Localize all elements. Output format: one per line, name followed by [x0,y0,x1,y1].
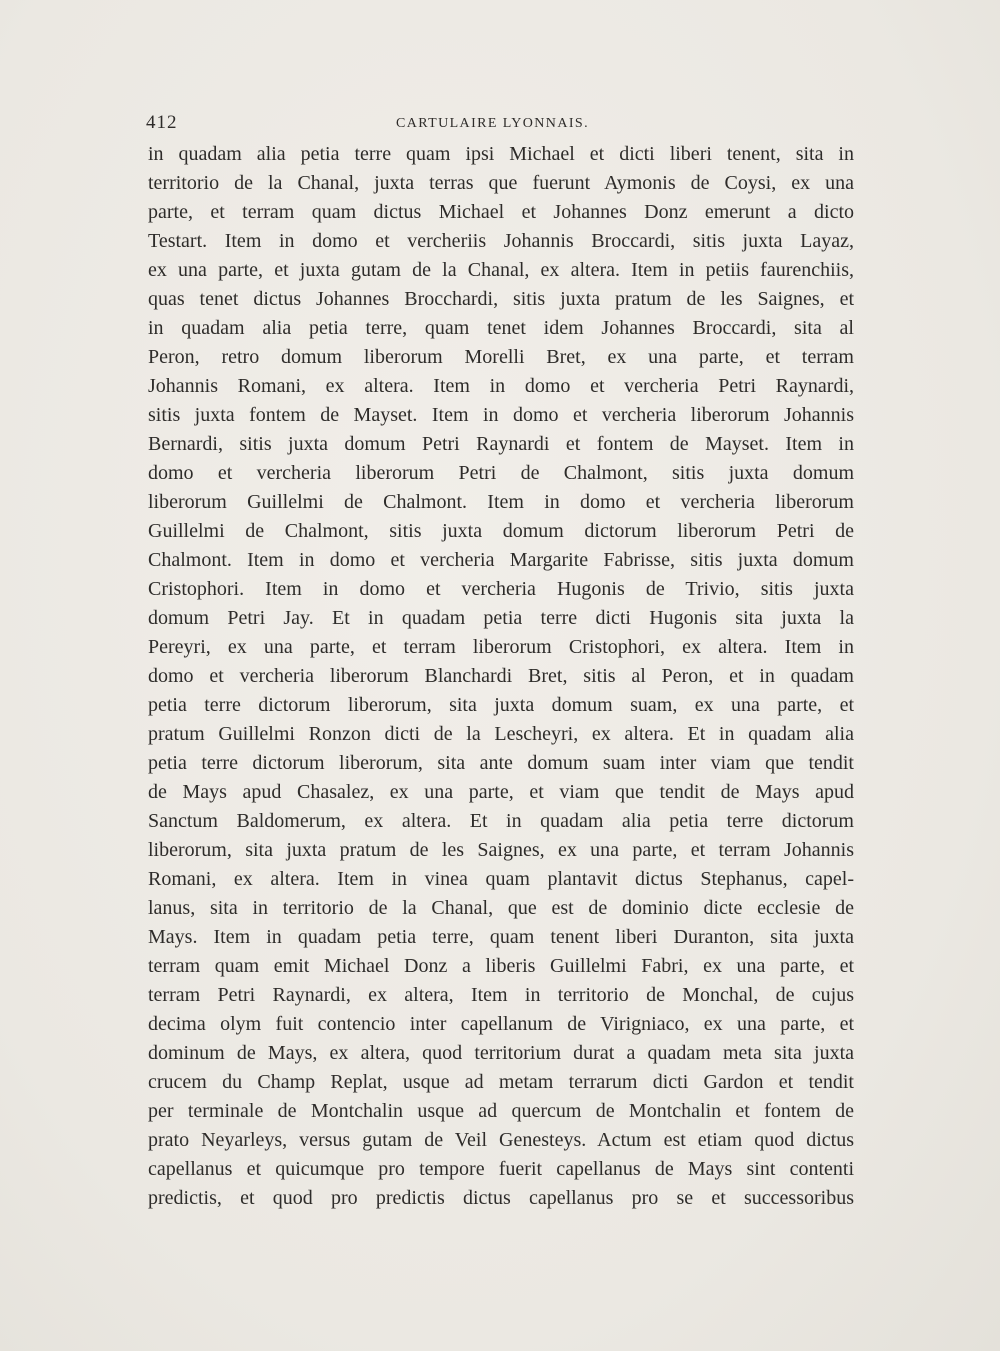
text-line: Romani, ex altera. Item in vinea quam plantavit dictus Stephanus, capel- [148,868,854,890]
text-line: terram Petri Raynardi, ex altera, Item in territorio de Monchal, de cujus [148,984,854,1006]
text-line: Peron, retro domum liberorum Morelli Bret, ex una parte, et terram [148,346,854,368]
text-line: Testart. Item in domo et vercheriis Johannis Broccardi, sitis juxta Layaz, [148,230,854,252]
page-header [146,112,854,138]
running-title: CARTULAIRE LYONNAIS. [396,116,589,131]
text-line: prato Neyarleys, versus gutam de Veil Genesteys. Actum est etiam quod dictus [148,1129,854,1151]
text-line: sitis juxta fontem de Mayset. Item in domo et vercheria liberorum Johannis [148,404,854,426]
text-line: territorio de la Chanal, juxta terras que fuerunt Aymonis de Coysi, ex una [148,172,854,194]
text-line: pratum Guillelmi Ronzon dicti de la Lescheyri, ex altera. Et in quadam alia [148,723,854,745]
text-line: de Mays apud Chasalez, ex una parte, et viam que tendit de Mays apud [148,781,854,803]
text-line: per terminale de Montchalin usque ad quercum de Montchalin et fontem de [148,1100,854,1122]
text-line: dominum de Mays, ex altera, quod territorium durat a quadam meta sita juxta [148,1042,854,1064]
text-line: Chalmont. Item in domo et vercheria Margarite Fabrisse, sitis juxta domum [148,549,854,571]
text-line: in quadam alia petia terre quam ipsi Michael et dicti liberi tenent, sita in [148,143,854,165]
text-line: liberorum, sita juxta pratum de les Saignes, ex una parte, et terram Johannis [148,839,854,861]
text-line: Pereyri, ex una parte, et terram liberorum Cristophori, ex altera. Item in [148,636,854,658]
text-line: capellanus et quicumque pro tempore fuerit capellanus de Mays sint contenti [148,1158,854,1180]
text-line: Johannis Romani, ex altera. Item in domo et vercheria Petri Raynardi, [148,375,854,397]
text-line: in quadam alia petia terre, quam tenet idem Johannes Broccardi, sita al [148,317,854,339]
text-line: domum Petri Jay. Et in quadam petia terre dicti Hugonis sita juxta la [148,607,854,629]
text-line: decima olym fuit contencio inter capellanum de Virigniaco, ex una parte, et [148,1013,854,1035]
text-line: Cristophori. Item in domo et vercheria Hugonis de Trivio, sitis juxta [148,578,854,600]
text-line: Sanctum Baldomerum, ex altera. Et in quadam alia petia terre dictorum [148,810,854,832]
body-text [148,140,854,1213]
text-line: petia terre dictorum liberorum, sita ante domum suam inter viam que tendit [148,752,854,774]
page-number: 412 [146,112,178,133]
text-line: domo et vercheria liberorum Petri de Chalmont, sitis juxta domum [148,462,854,484]
text-line: Mays. Item in quadam petia terre, quam tenent liberi Duranton, sita juxta [148,926,854,948]
text-line: predictis, et quod pro predictis dictus capellanus pro se et successoribus [148,1187,854,1209]
text-line: lanus, sita in territorio de la Chanal, que est de dominio dicte ecclesie de [148,897,854,919]
text-line: crucem du Champ Replat, usque ad metam terrarum dicti Gardon et tendit [148,1071,854,1093]
text-line: ex una parte, et juxta gutam de la Chanal, ex altera. Item in petiis faurenchiis, [148,259,854,281]
text-line: terram quam emit Michael Donz a liberis Guillelmi Fabri, ex una parte, et [148,955,854,977]
text-line: liberorum Guillelmi de Chalmont. Item in domo et vercheria liberorum [148,491,854,513]
text-line: quas tenet dictus Johannes Brocchardi, sitis juxta pratum de les Saignes, et [148,288,854,310]
text-line: domo et vercheria liberorum Blanchardi Bret, sitis al Peron, et in quadam [148,665,854,687]
text-line: parte, et terram quam dictus Michael et Johannes Donz emerunt a dicto [148,201,854,223]
text-line: Guillelmi de Chalmont, sitis juxta domum dictorum liberorum Petri de [148,520,854,542]
text-line: petia terre dictorum liberorum, sita juxta domum suam, ex una parte, et [148,694,854,716]
text-line: Bernardi, sitis juxta domum Petri Raynardi et fontem de Mayset. Item in [148,433,854,455]
